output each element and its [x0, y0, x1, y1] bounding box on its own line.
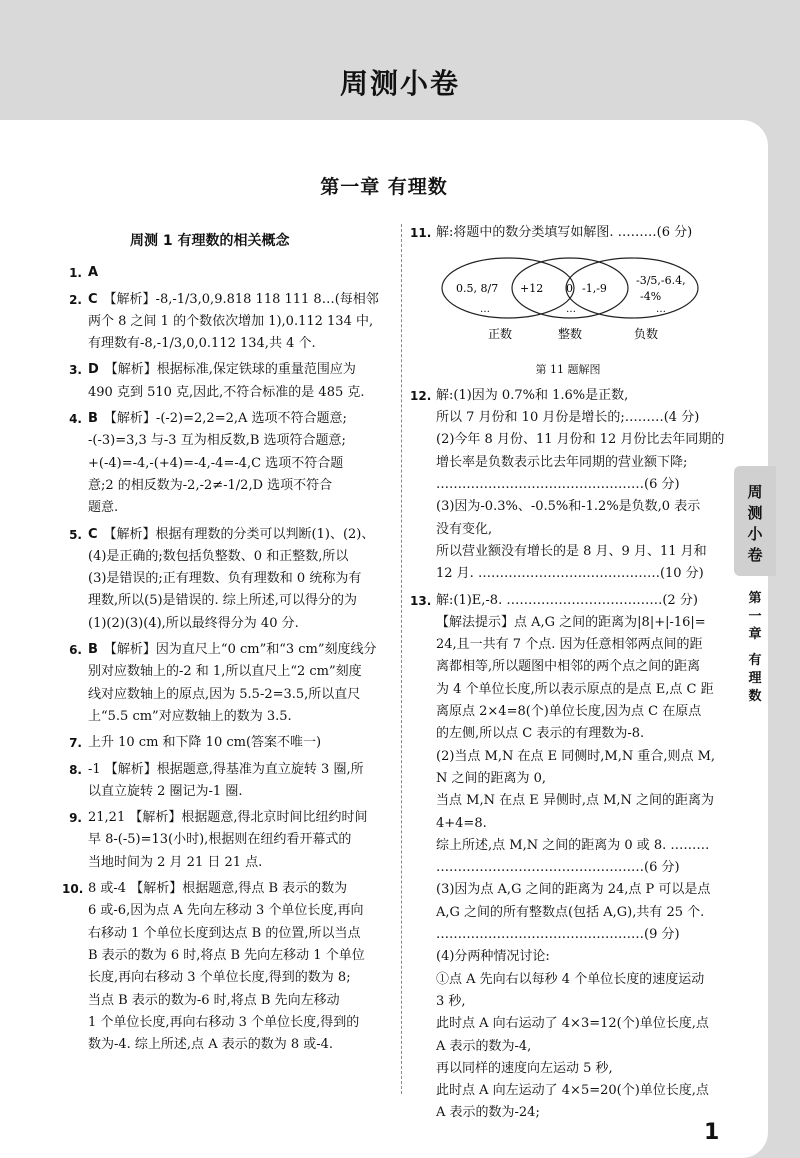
answer-line: ①点 A 先向右以每秒 4 个单位长度的速度运动 [436, 971, 705, 987]
answer-line: (3)是错误的;正有理数、负有理数和 0 统称为有 [88, 571, 362, 587]
question-number: 4. [69, 412, 82, 427]
answer-line: 【解析】因为直尺上“0 cm”和“3 cm”刻度线分 [103, 642, 377, 658]
answer-line: B 表示的数为 6 时,将点 B 先向左移动 1 个单位 [88, 947, 365, 963]
answer-line: 24,且一共有 7 个点. 因为任意相邻两点间的距 [436, 637, 703, 653]
question-number: 10. [62, 882, 84, 897]
question-number: 8. [69, 762, 82, 777]
page-number: 1 [704, 1120, 720, 1145]
answer-line: 【解析】-8,-1/3,0,9.818 118 111 8…(每相邻 [103, 291, 379, 307]
answer-line: (2)当点 M,N 在点 E 同侧时,M,N 重合,则点 M, [436, 748, 716, 764]
answer-line: 此时点 A 向左运动了 4×5=20(个)单位长度,点 [436, 1083, 709, 1099]
answer-line: 离原点 2×4=8(个)单位长度,因为点 C 在原点 [436, 704, 702, 720]
answer-line: 两个 8 之间 1 的个数依次增加 1),0.112 134 中, [88, 313, 374, 329]
answer-line: 21,21 【解析】根据题意,得北京时间比纽约时间 [88, 810, 368, 826]
answer-line: 右移动 1 个单位长度到达点 B 的位置,所以当点 [88, 925, 361, 941]
answer-line: 别对应数轴上的-2 和 1,所以直尺上“2 cm”刻度 [88, 664, 362, 680]
answer-line: 理数,所以(5)是错误的. 综上所述,可以得分的为 [88, 593, 357, 609]
chapter-title: 第一章 有理数 [320, 176, 448, 198]
question-number: 3. [69, 363, 82, 378]
answer-line: A,G 之间的所有整数点(包括 A,G),共有 25 个. [436, 904, 705, 920]
question-12-body [436, 385, 726, 586]
top-band [0, 0, 800, 120]
answer-choice: D [88, 362, 99, 378]
answer-line: (3)因为点 A,G 之间的距离为 24,点 P 可以是点 [436, 882, 711, 898]
answer-line: 【解析】根据有理数的分类可以判断(1)、(2)、 [103, 526, 375, 542]
section-title: 周测 1 有理数的相关概念 [130, 233, 290, 249]
answer-line: 当点 B 表示的数为-6 时,将点 B 先向左移动 [88, 992, 340, 1008]
venn-diagram [440, 250, 700, 350]
answer-line: 【解法提示】点 A,G 之间的距离为|8|+|-16|= [436, 614, 706, 630]
answer-line: 没有变化, [436, 521, 493, 537]
answer-line: …………………………………………(9 分) [436, 927, 680, 943]
question-number: 7. [69, 736, 82, 751]
answer-choice: A [88, 265, 99, 281]
question-6 [62, 639, 392, 728]
answer-line: 所以营业额没有增长的是 8 月、9 月、11 月和 [436, 543, 707, 559]
question-4 [62, 408, 392, 519]
answer-line: …………………………………………(6 分) [436, 860, 680, 876]
diagram-left-mid: +12 [520, 282, 544, 296]
diagram-dots-right: … [656, 304, 666, 316]
side-tab-label: 周测小卷 [747, 483, 763, 564]
answer-line: (4)分两种情况讨论: [436, 949, 550, 965]
question-10 [62, 878, 392, 1056]
answer-line: +(-4)=-4,-(+4)=-4,-4=-4,C 选项不符合题 [88, 455, 344, 471]
question-5 [62, 524, 392, 635]
answer-line: 离都相等,所以题图中相邻的两个点之间的距离 [436, 659, 701, 675]
answer-line: 数为-4. 综上所述,点 A 表示的数为 8 或-4. [88, 1037, 334, 1053]
answer-line: (3)因为-0.3%、-0.5%和-1.2%是负数,0 表示 [436, 499, 701, 515]
answer-line: A 表示的数为-24; [436, 1105, 540, 1121]
answer-line: (1)(2)(3)(4),所以最终得分为 40 分. [88, 615, 299, 631]
answer-line: 解:(1)因为 0.7%和 1.6%是正数, [436, 387, 629, 403]
answer-line: 8 或-4 【解析】根据题意,得点 B 表示的数为 [88, 881, 348, 897]
answer-line: -1 【解析】根据题意,得基准为直立旋转 3 圈,所 [88, 761, 364, 777]
answer-line: 意;2 的相反数为-2,-2≠-1/2,D 选项不符合 [88, 477, 333, 493]
question-7 [62, 732, 392, 754]
answer-line: 为 4 个单位长度,所以表示原点的是点 E,点 C 距 [436, 681, 714, 697]
answer-line: 3 秒, [436, 993, 466, 1009]
answer-line: 线对应数轴上的原点,因为 5.5-2=3.5,所以直尺 [88, 686, 361, 702]
answer-line: 1 个单位长度,再向右移动 3 个单位长度,得到的 [88, 1014, 360, 1030]
question-11 [410, 222, 726, 244]
answer-line: 上升 10 cm 和下降 10 cm(答案不唯一) [88, 735, 322, 751]
answer-line: 的左侧,所以点 C 表示的有理数为-8. [436, 726, 645, 742]
question-number: 11. [410, 226, 432, 240]
answer-line: 当地时间为 2 月 21 日 21 点. [88, 854, 263, 870]
question-number: 6. [69, 643, 82, 658]
page-sheet [0, 120, 768, 1158]
right-column [410, 222, 726, 1129]
answer-line: (4)是正确的;数包括负整数、0 和正整数,所以 [88, 548, 349, 564]
side-topic: 有理数 [748, 653, 762, 704]
diagram-right2: -4% [640, 290, 662, 304]
answer-line: 解:(1)E,-8. ………………………………(2 分) [436, 592, 698, 608]
answer-line: 再以同样的速度向左运动 5 秒, [436, 1060, 613, 1076]
answer-line: 以直立旋转 2 圈记为-1 圈. [88, 783, 243, 799]
diagram-dots-center: … [566, 304, 576, 316]
answer-line: 此时点 A 向右运动了 4×3=12(个)单位长度,点 [436, 1016, 709, 1032]
question-number: 5. [69, 527, 82, 542]
question-number: 12. [410, 388, 432, 403]
question-2 [62, 289, 392, 356]
answer-line: 解:将题中的数分类填写如解图. ………(6 分) [436, 225, 693, 240]
question-9 [62, 807, 392, 874]
answer-line: (2)今年 8 月份、11 月份和 12 月份比去年同期的 [436, 432, 725, 448]
answer-line: 题意. [88, 500, 119, 516]
question-1 [62, 262, 392, 284]
question-number: 1. [69, 266, 82, 281]
page-header-title: 周测小卷 [339, 67, 460, 100]
answer-line: -(-3)=3,3 与-3 互为相反数,B 选项符合题意; [88, 433, 346, 449]
question-13-body [436, 590, 726, 1125]
answer-list-left [62, 262, 392, 1056]
question-13 [410, 590, 726, 1125]
answer-line: 长度,再向右移动 3 个单位长度,得到的数为 8; [88, 970, 351, 986]
answer-line: 早 8-(-5)=13(小时),根据则在纽约看开幕式的 [88, 832, 352, 848]
answer-choice: B [88, 642, 98, 658]
question-number: 9. [69, 811, 82, 826]
question-3 [62, 359, 392, 404]
diagram-dots-left: … [480, 304, 490, 316]
answer-line: 4+4=8. [436, 815, 487, 831]
answer-line: 所以 7 月份和 10 月份是增长的;………(4 分) [436, 410, 700, 426]
side-chapter: 第一章 [748, 591, 762, 642]
label-positive: 正数 [488, 327, 513, 342]
answer-line: …………………………………………(6 分) [436, 477, 680, 493]
answer-line: 上“5.5 cm”对应数轴上的数为 3.5. [88, 708, 292, 724]
question-number: 2. [69, 292, 82, 307]
answer-choice: B [88, 411, 98, 427]
answer-line: 【解析】-(-2)=2,2=2,A 选项不符合题意; [103, 411, 347, 427]
question-8 [62, 759, 392, 804]
answer-choice: C [88, 526, 98, 542]
diagram-caption: 第 11 题解图 [535, 362, 601, 376]
answer-line: A 表示的数为-4, [436, 1038, 532, 1054]
diagram-center: 0 [566, 282, 573, 296]
question-number: 13. [410, 593, 432, 608]
diagram-left: 0.5, 8/7 [456, 282, 499, 296]
diagram-right-mid: -1,-9 [582, 282, 607, 296]
answer-line: 增长率是负数表示比去年同期的营业额下降; [436, 454, 688, 470]
column-divider [401, 224, 402, 1094]
left-column [62, 222, 392, 1060]
answer-line: 当点 M,N 在点 E 异侧时,点 M,N 之间的距离为 [436, 793, 715, 809]
answer-line: 综上所述,点 M,N 之间的距离为 0 或 8. ……… [436, 837, 710, 853]
diagram-right: -3/5,-6.4, [636, 274, 686, 288]
label-negative: 负数 [634, 327, 659, 342]
answer-line: 【解析】根据标准,保定铁球的重量范围应为 [104, 362, 356, 378]
question-12 [410, 385, 726, 586]
answer-line: 490 克到 510 克,因此,不符合标准的是 485 克. [88, 384, 365, 400]
label-integer: 整数 [558, 327, 583, 342]
answer-line: 6 或-6,因为点 A 先向左移动 3 个单位长度,再向 [88, 903, 364, 919]
answer-choice: C [88, 291, 98, 307]
answer-line: N 之间的距离为 0, [436, 770, 547, 786]
answer-line: 12 月. ……………………………………(10 分) [436, 566, 704, 582]
answer-line: 有理数有-8,-1/3,0,0.112 134,共 4 个. [88, 336, 316, 352]
